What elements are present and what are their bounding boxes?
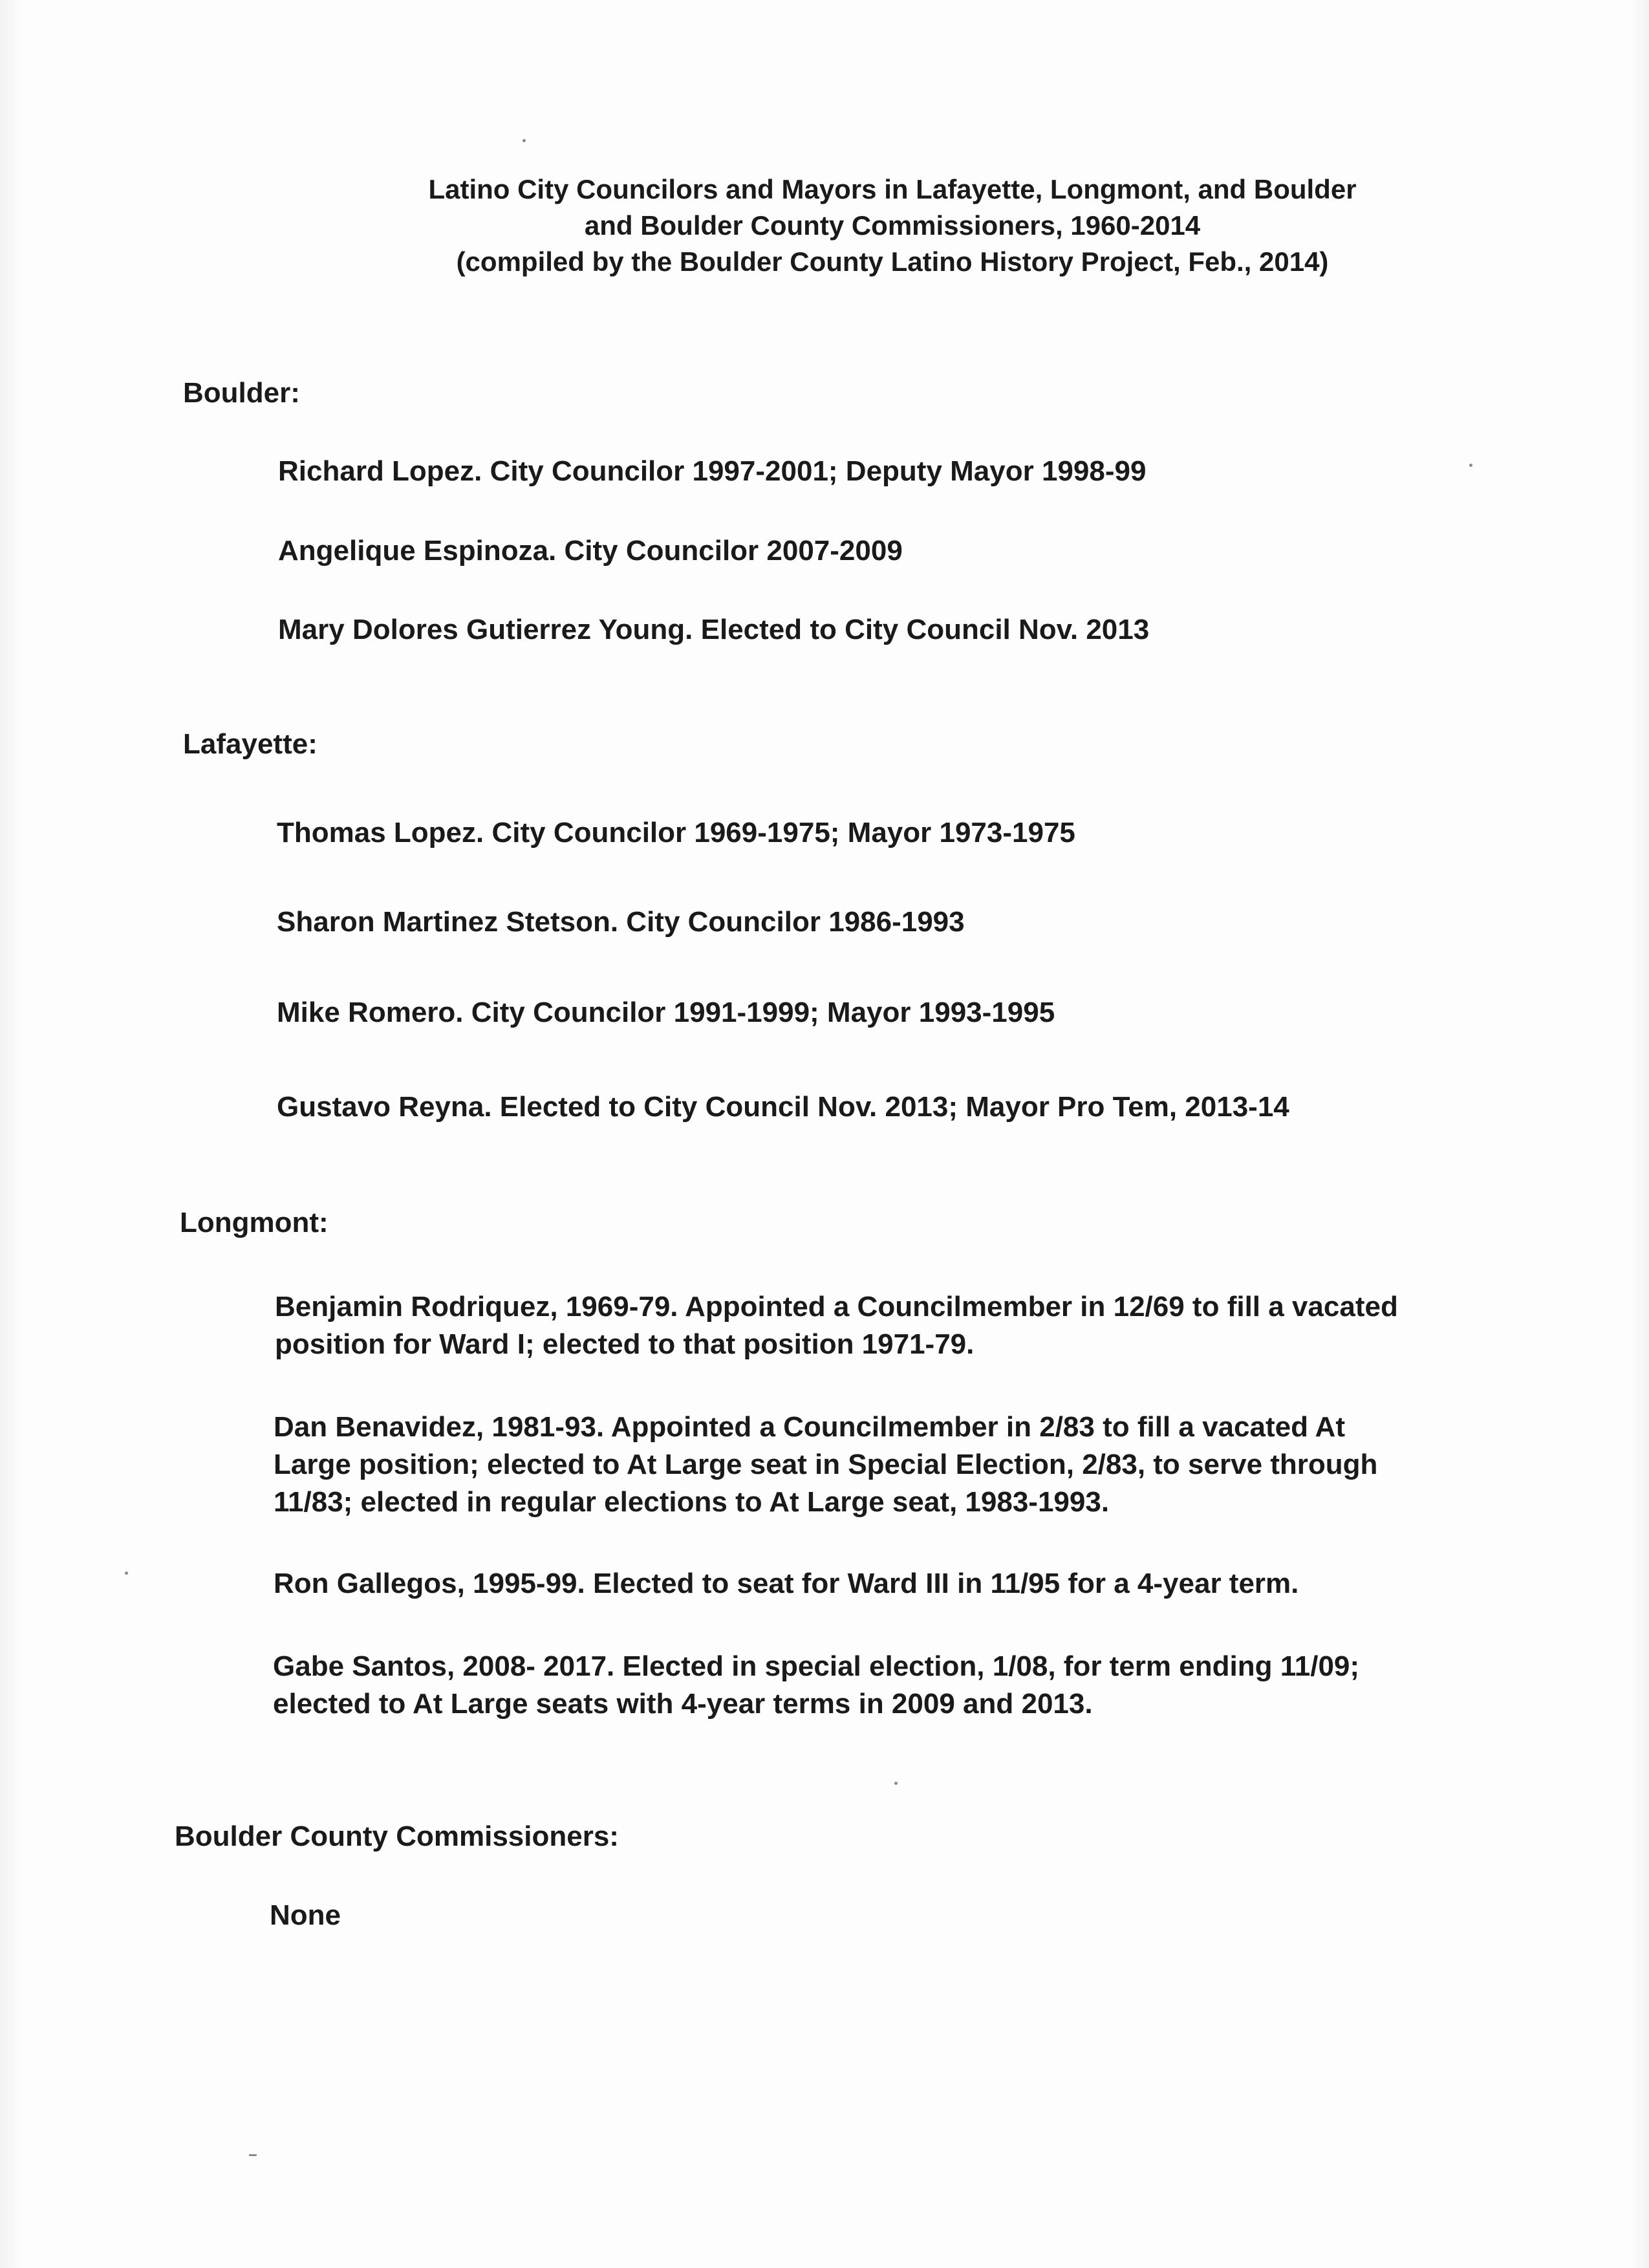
entry-richard-lopez bbox=[278, 453, 1146, 490]
section-heading-boulder: Boulder: bbox=[183, 377, 300, 409]
entry-benjamin-rodriquez bbox=[275, 1288, 1398, 1363]
entry-thomas-lopez bbox=[277, 814, 1075, 852]
title-line: Latino City Councilors and Mayors in Lafayette, Longmont, and Boulder bbox=[428, 174, 1357, 204]
entry-gustavo-reyna bbox=[277, 1088, 1289, 1126]
scan-speck bbox=[125, 1571, 128, 1575]
section-heading-boulder-county-commissioners: Boulder County Commissioners: bbox=[175, 1820, 619, 1852]
entry-line: Benjamin Rodriquez, 1969-79. Appointed a Councilmember in 12/69 to fill a vacated bbox=[275, 1291, 1398, 1323]
entry-line: Large position; elected to At Large seat in Special Election, 2/83, to serve through bbox=[274, 1449, 1378, 1480]
scan-speck bbox=[894, 1782, 898, 1785]
title-line: and Boulder County Commissioners, 1960-2014 bbox=[584, 210, 1201, 241]
entry-line: Mike Romero. City Councilor 1991-1999; Mayor 1993-1995 bbox=[277, 997, 1055, 1028]
entry-line: Ron Gallegos, 1995-99. Elected to seat for Ward III in 11/95 for a 4-year term. bbox=[274, 1568, 1299, 1599]
entry-line: position for Ward I; elected to that position 1971-79. bbox=[275, 1328, 975, 1360]
title-line: (compiled by the Boulder County Latino History Project, Feb., 2014) bbox=[456, 246, 1329, 277]
scan-speck bbox=[523, 139, 526, 142]
scan-speck bbox=[249, 2154, 257, 2156]
entry-line: Richard Lopez. City Councilor 1997-2001; Deputy Mayor 1998-99 bbox=[278, 455, 1147, 487]
entry-ron-gallegos bbox=[274, 1565, 1299, 1603]
section-heading-lafayette: Lafayette: bbox=[183, 728, 318, 760]
entry-dan-benavidez bbox=[274, 1409, 1377, 1521]
entry-mike-romero bbox=[277, 994, 1055, 1031]
entry-line: Gustavo Reyna. Elected to City Council Nov. 2013; Mayor Pro Tem, 2013-14 bbox=[277, 1091, 1289, 1123]
entry-line: Sharon Martinez Stetson. City Councilor 1986-1993 bbox=[277, 906, 965, 938]
entry-angelique-espinoza bbox=[278, 532, 903, 570]
scan-shadow-right bbox=[1630, 0, 1649, 2268]
entry-line: Mary Dolores Gutierrez Young. Elected to City Council Nov. 2013 bbox=[278, 614, 1150, 645]
document-title bbox=[0, 171, 1649, 280]
entry-gabe-santos bbox=[273, 1648, 1359, 1723]
section-heading-longmont: Longmont: bbox=[180, 1207, 329, 1238]
entry-none bbox=[270, 1897, 341, 1934]
entry-line: Angelique Espinoza. City Councilor 2007-2009 bbox=[278, 535, 903, 567]
entry-sharon-martinez-stetson bbox=[277, 903, 965, 941]
entry-mary-dolores-gutierrez-young bbox=[278, 611, 1149, 649]
entry-line: elected to At Large seats with 4-year terms in 2009 and 2013. bbox=[273, 1688, 1093, 1720]
scan-shadow-left bbox=[0, 0, 25, 2268]
entry-line: Thomas Lopez. City Councilor 1969-1975; Mayor 1973-1975 bbox=[277, 817, 1075, 848]
entry-line: 11/83; elected in regular elections to At Large seat, 1983-1993. bbox=[274, 1486, 1110, 1518]
entry-line: Dan Benavidez, 1981-93. Appointed a Councilmember in 2/83 to fill a vacated At bbox=[274, 1411, 1345, 1443]
scan-speck bbox=[1469, 464, 1472, 467]
entry-line: Gabe Santos, 2008- 2017. Elected in special election, 1/08, for term ending 11/09; bbox=[273, 1650, 1360, 1682]
entry-line: None bbox=[270, 1899, 341, 1931]
